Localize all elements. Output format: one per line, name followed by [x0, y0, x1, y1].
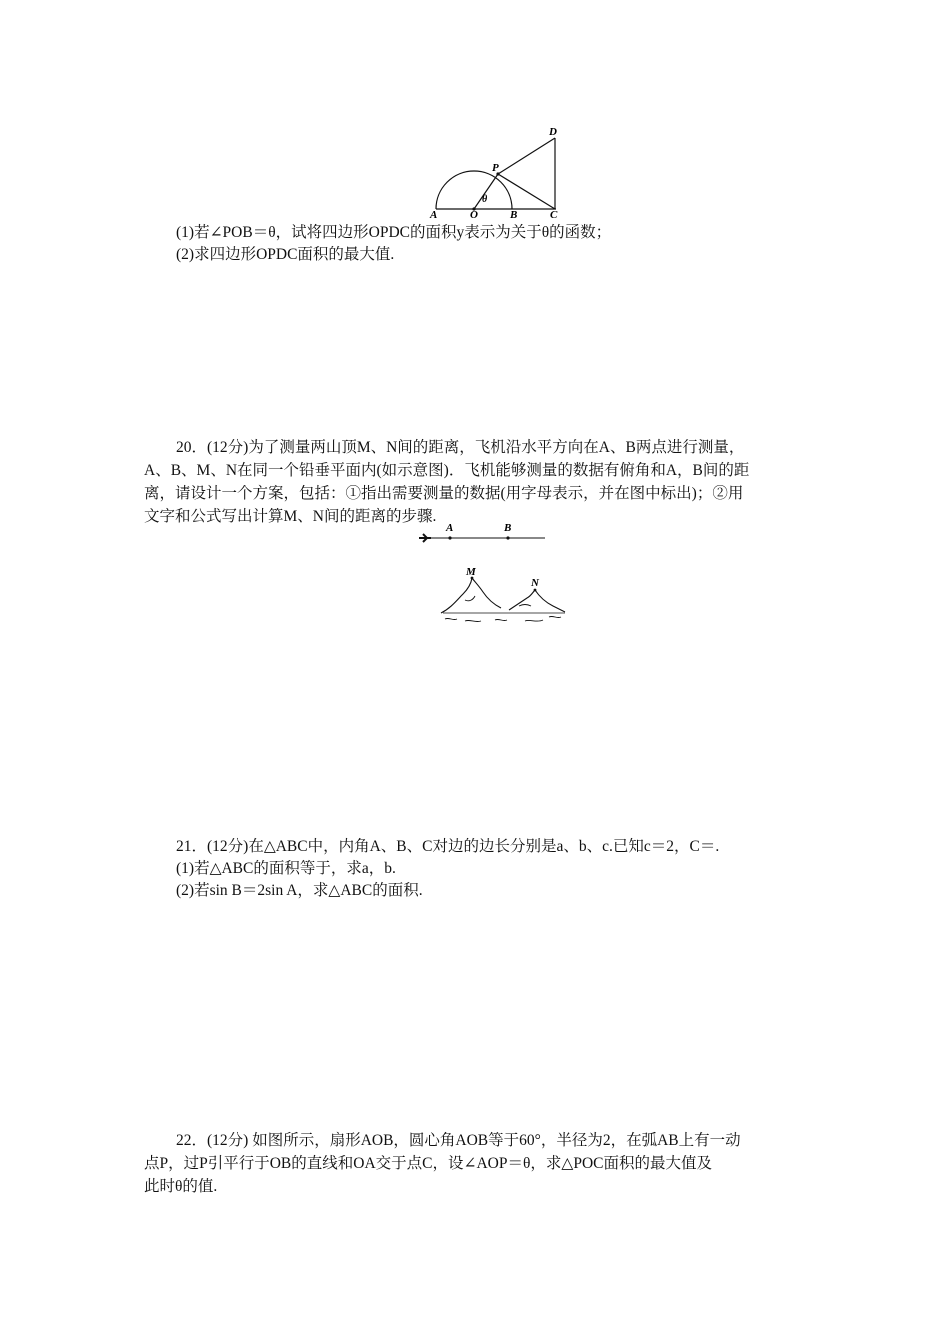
label-theta: θ: [482, 194, 488, 205]
q22-line3: 此时θ的值.: [144, 1178, 218, 1195]
semicircle-arc: [436, 171, 512, 209]
point-n: [534, 589, 537, 592]
label-d: D: [549, 126, 557, 138]
airplane-icon: [419, 534, 431, 542]
q22-line2: 点P，过P引平行于OB的直线和OA交于点C，设∠AOP＝θ，求△POC面积的最大值及: [144, 1155, 712, 1172]
q22-line1: 22．(12分) 如图所示，扇形AOB，圆心角AOB等于60°，半径为2，在弧AB上有一动: [176, 1132, 741, 1149]
q20-line3: 离，请设计一个方案，包括：①指出需要测量的数据(用字母表示，并在图中标出)；②用: [144, 485, 744, 502]
q20-line1: 20．(12分)为了测量两山顶M、N间的距离，飞机沿水平方向在A、B两点进行测量，: [176, 439, 745, 456]
mountain-m: [441, 578, 501, 613]
q20-line4: 文字和公式写出计算M、N间的距离的步骤.: [144, 508, 437, 525]
label-p: P: [492, 162, 499, 174]
label-m: M: [466, 566, 476, 578]
plane-mountain-figure: [415, 520, 575, 630]
q19-part1: (1)若∠POB＝θ，试将四边形OPDC的面积y表示为关于θ的函数；: [176, 224, 612, 241]
label-b: B: [510, 209, 518, 220]
label-n: N: [531, 577, 539, 589]
label-b2: B: [504, 522, 512, 534]
label-o: O: [470, 209, 478, 220]
q20-line2: A、B、M、N在同一个铅垂平面内(如示意图)．飞机能够测量的数据有俯角和A，B间的距: [144, 462, 750, 479]
q21-line1: 21．(12分)在△ABC中，内角A、B、C对边的边长分别是a、b、c.已知c＝2，C＝.: [176, 838, 720, 855]
water-waves: [445, 616, 561, 621]
q19-part2: (2)求四边形OPDC面积的最大值.: [176, 246, 395, 263]
q21-part2: (2)若sin B＝2sin A，求△ABC的面积.: [176, 882, 423, 899]
point-a: [448, 536, 451, 539]
semicircle-figure: [420, 120, 580, 220]
segment-pd: [498, 138, 555, 174]
label-c: C: [550, 209, 558, 220]
point-b: [506, 536, 509, 539]
segment-pc: [498, 174, 555, 209]
label-a2: A: [446, 522, 454, 534]
mountain-n: [509, 590, 565, 612]
q21-part1: (1)若△ABC的面积等于，求a，b.: [176, 860, 396, 877]
label-a: A: [430, 209, 438, 220]
